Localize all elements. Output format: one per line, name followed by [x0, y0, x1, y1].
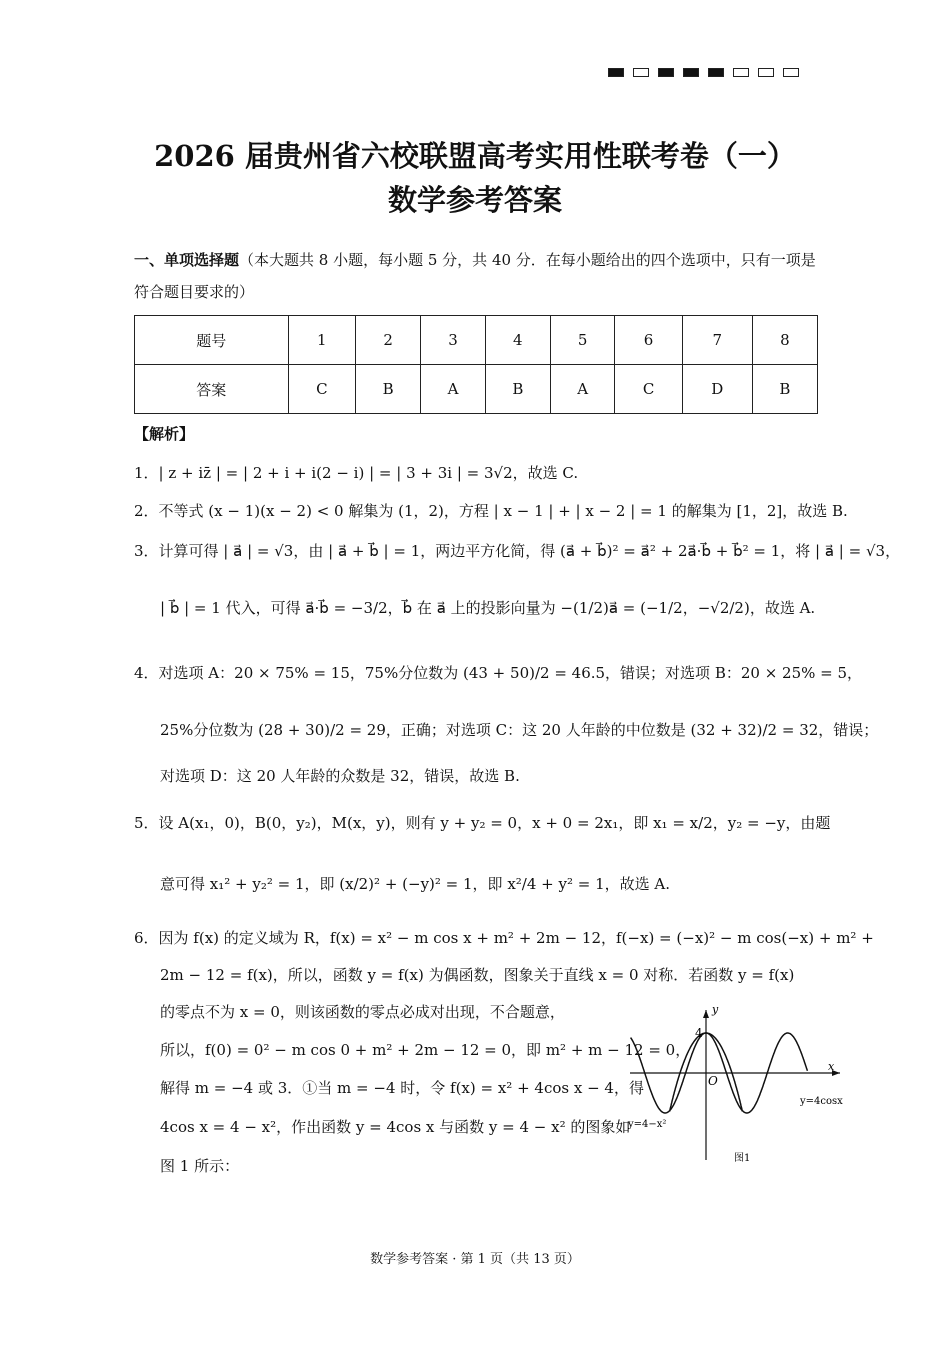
solution-6-line-6: 4cos x = 4 − x²，作出函数 y = 4cos x 与函数 y = 4 − x² 的图象如 [160, 1118, 631, 1136]
figure-caption: 图1 [734, 1153, 751, 1164]
answer-table [134, 315, 818, 414]
row-label-answer: 答案 [135, 365, 289, 414]
parabola-label: y=4−x² [628, 1119, 667, 1130]
exam-title: 2026 届贵州省六校联盟高考实用性联考卷（一） [154, 139, 796, 173]
label-four: 4 [695, 1026, 703, 1040]
question-number-cell: 3 [421, 316, 485, 365]
solution-3-line-2: | b⃗ | = 1 代入，可得 a⃗·b⃗ = −3/2，b⃗ 在 a⃗ 上的投影向量为 −(1/2)a⃗ = (−1/2，−√2/2)，故选 A. [160, 599, 816, 617]
section-1-intro [134, 244, 824, 308]
solution-4-line-1: 4．对选项 A：20 × 75% = 15，75%分位数为 (43 + 50)/2 = 46.5，错误；对选项 B：20 × 25% = 5， [134, 664, 863, 682]
header-mark-8 [783, 68, 799, 77]
solution-5-line-1: 5．设 A(x₁，0)，B(0，y₂)，M(x，y)，则有 y + y₂ = 0，x + 0 = 2x₁，即 x₁ = x/2，y₂ = −y，由题 [134, 814, 831, 832]
solution-4-line-2: 25%分位数为 (28 + 30)/2 = 29，正确；对选项 C：这 20 人年龄的中位数是 (32 + 32)/2 = 32，错误； [160, 721, 879, 739]
question-number-cell: 4 [485, 316, 550, 365]
exam-subtitle: 数学参考答案 [387, 183, 562, 217]
answer-cell: D [682, 365, 752, 414]
solution-1: 1．| z + iz̄ | = | 2 + i + i(2 − i) | = | 3 + 3i | = 3√2，故选 C. [134, 464, 579, 482]
page-footer: 数学参考答案 · 第 1 页（共 13 页） [370, 1252, 580, 1267]
table-row [135, 316, 818, 365]
solution-5-line-2: 意可得 x₁² + y₂² = 1，即 (x/2)² + (−y)² = 1，即 x²/4 + y² = 1，故选 A. [160, 875, 671, 893]
answer-cell: B [752, 365, 817, 414]
x-label: x [828, 1060, 835, 1073]
section-1-desc: （本大题共 8 小题，每小题 5 分，共 40 分．在每小题给出的四个选项中，只有一项是符合题目要求的） [134, 251, 816, 301]
question-number-cell: 2 [356, 316, 421, 365]
solution-4-line-3: 对选项 D：这 20 人年龄的众数是 32，错误，故选 B. [160, 767, 520, 785]
answer-cell: B [356, 365, 421, 414]
solution-6-line-7: 图 1 所示： [160, 1157, 240, 1175]
header-mark-5 [708, 68, 724, 77]
header-mark-7 [758, 68, 774, 77]
solution-6-line-5: 解得 m = −4 或 3．①当 m = −4 时，令 f(x) = x² + 4cos x − 4，得 [160, 1079, 644, 1097]
header-mark-6 [733, 68, 749, 77]
table-row [135, 365, 818, 414]
y-label: y [712, 1003, 719, 1016]
y-axis-arrow [703, 1010, 709, 1018]
analysis-label: 【解析】 [134, 425, 195, 443]
question-number-cell: 6 [615, 316, 682, 365]
answer-cell: A [550, 365, 614, 414]
answer-cell: A [421, 365, 485, 414]
solution-6-line-2: 2m − 12 = f(x)，所以，函数 y = f(x) 为偶函数，图象关于直线 x = 0 对称．若函数 y = f(x) [160, 966, 795, 984]
solution-2: 2．不等式 (x − 1)(x − 2) < 0 解集为 (1，2)，方程 | x − 1 | + | x − 2 | = 1 的解集为 [1，2]，故选 B. [134, 502, 848, 520]
answer-cell: C [288, 365, 355, 414]
header-mark-2 [633, 68, 649, 77]
question-number-cell: 1 [288, 316, 355, 365]
header-mark-3 [658, 68, 674, 77]
header-mark-4 [683, 68, 699, 77]
header-marks [608, 68, 799, 77]
cos-label: y=4cosx [800, 1096, 843, 1107]
solution-6-line-3: 的零点不为 x = 0，则该函数的零点必成对出现，不合题意， [160, 1003, 565, 1021]
solution-6-line-1: 6．因为 f(x) 的定义域为 R，f(x) = x² − m cos x + m² + 2m − 12，f(−x) = (−x)² − m cos(−x) + m² + [134, 929, 874, 947]
header-mark-1 [608, 68, 624, 77]
section-1-heading: 一、单项选择题 [134, 251, 240, 269]
row-label-number: 题号 [135, 316, 289, 365]
question-number-cell: 7 [682, 316, 752, 365]
origin-label: O [708, 1074, 718, 1088]
figure-1 [622, 1000, 862, 1170]
question-number-cell: 5 [550, 316, 614, 365]
solution-3-line-1: 3．计算可得 | a⃗ | = √3，由 | a⃗ + b⃗ | = 1，两边平方化简，得 (a⃗ + b⃗)² = a⃗² + 2a⃗·b⃗ + b⃗² = 1，将 | a⃗ | = √3， [134, 542, 901, 560]
answer-cell: B [485, 365, 550, 414]
solution-6-line-4: 所以，f(0) = 0² − m cos 0 + m² + 2m − 12 = 0，即 m² + m − 12 = 0， [160, 1041, 691, 1059]
question-number-cell: 8 [752, 316, 817, 365]
answer-cell: C [615, 365, 682, 414]
